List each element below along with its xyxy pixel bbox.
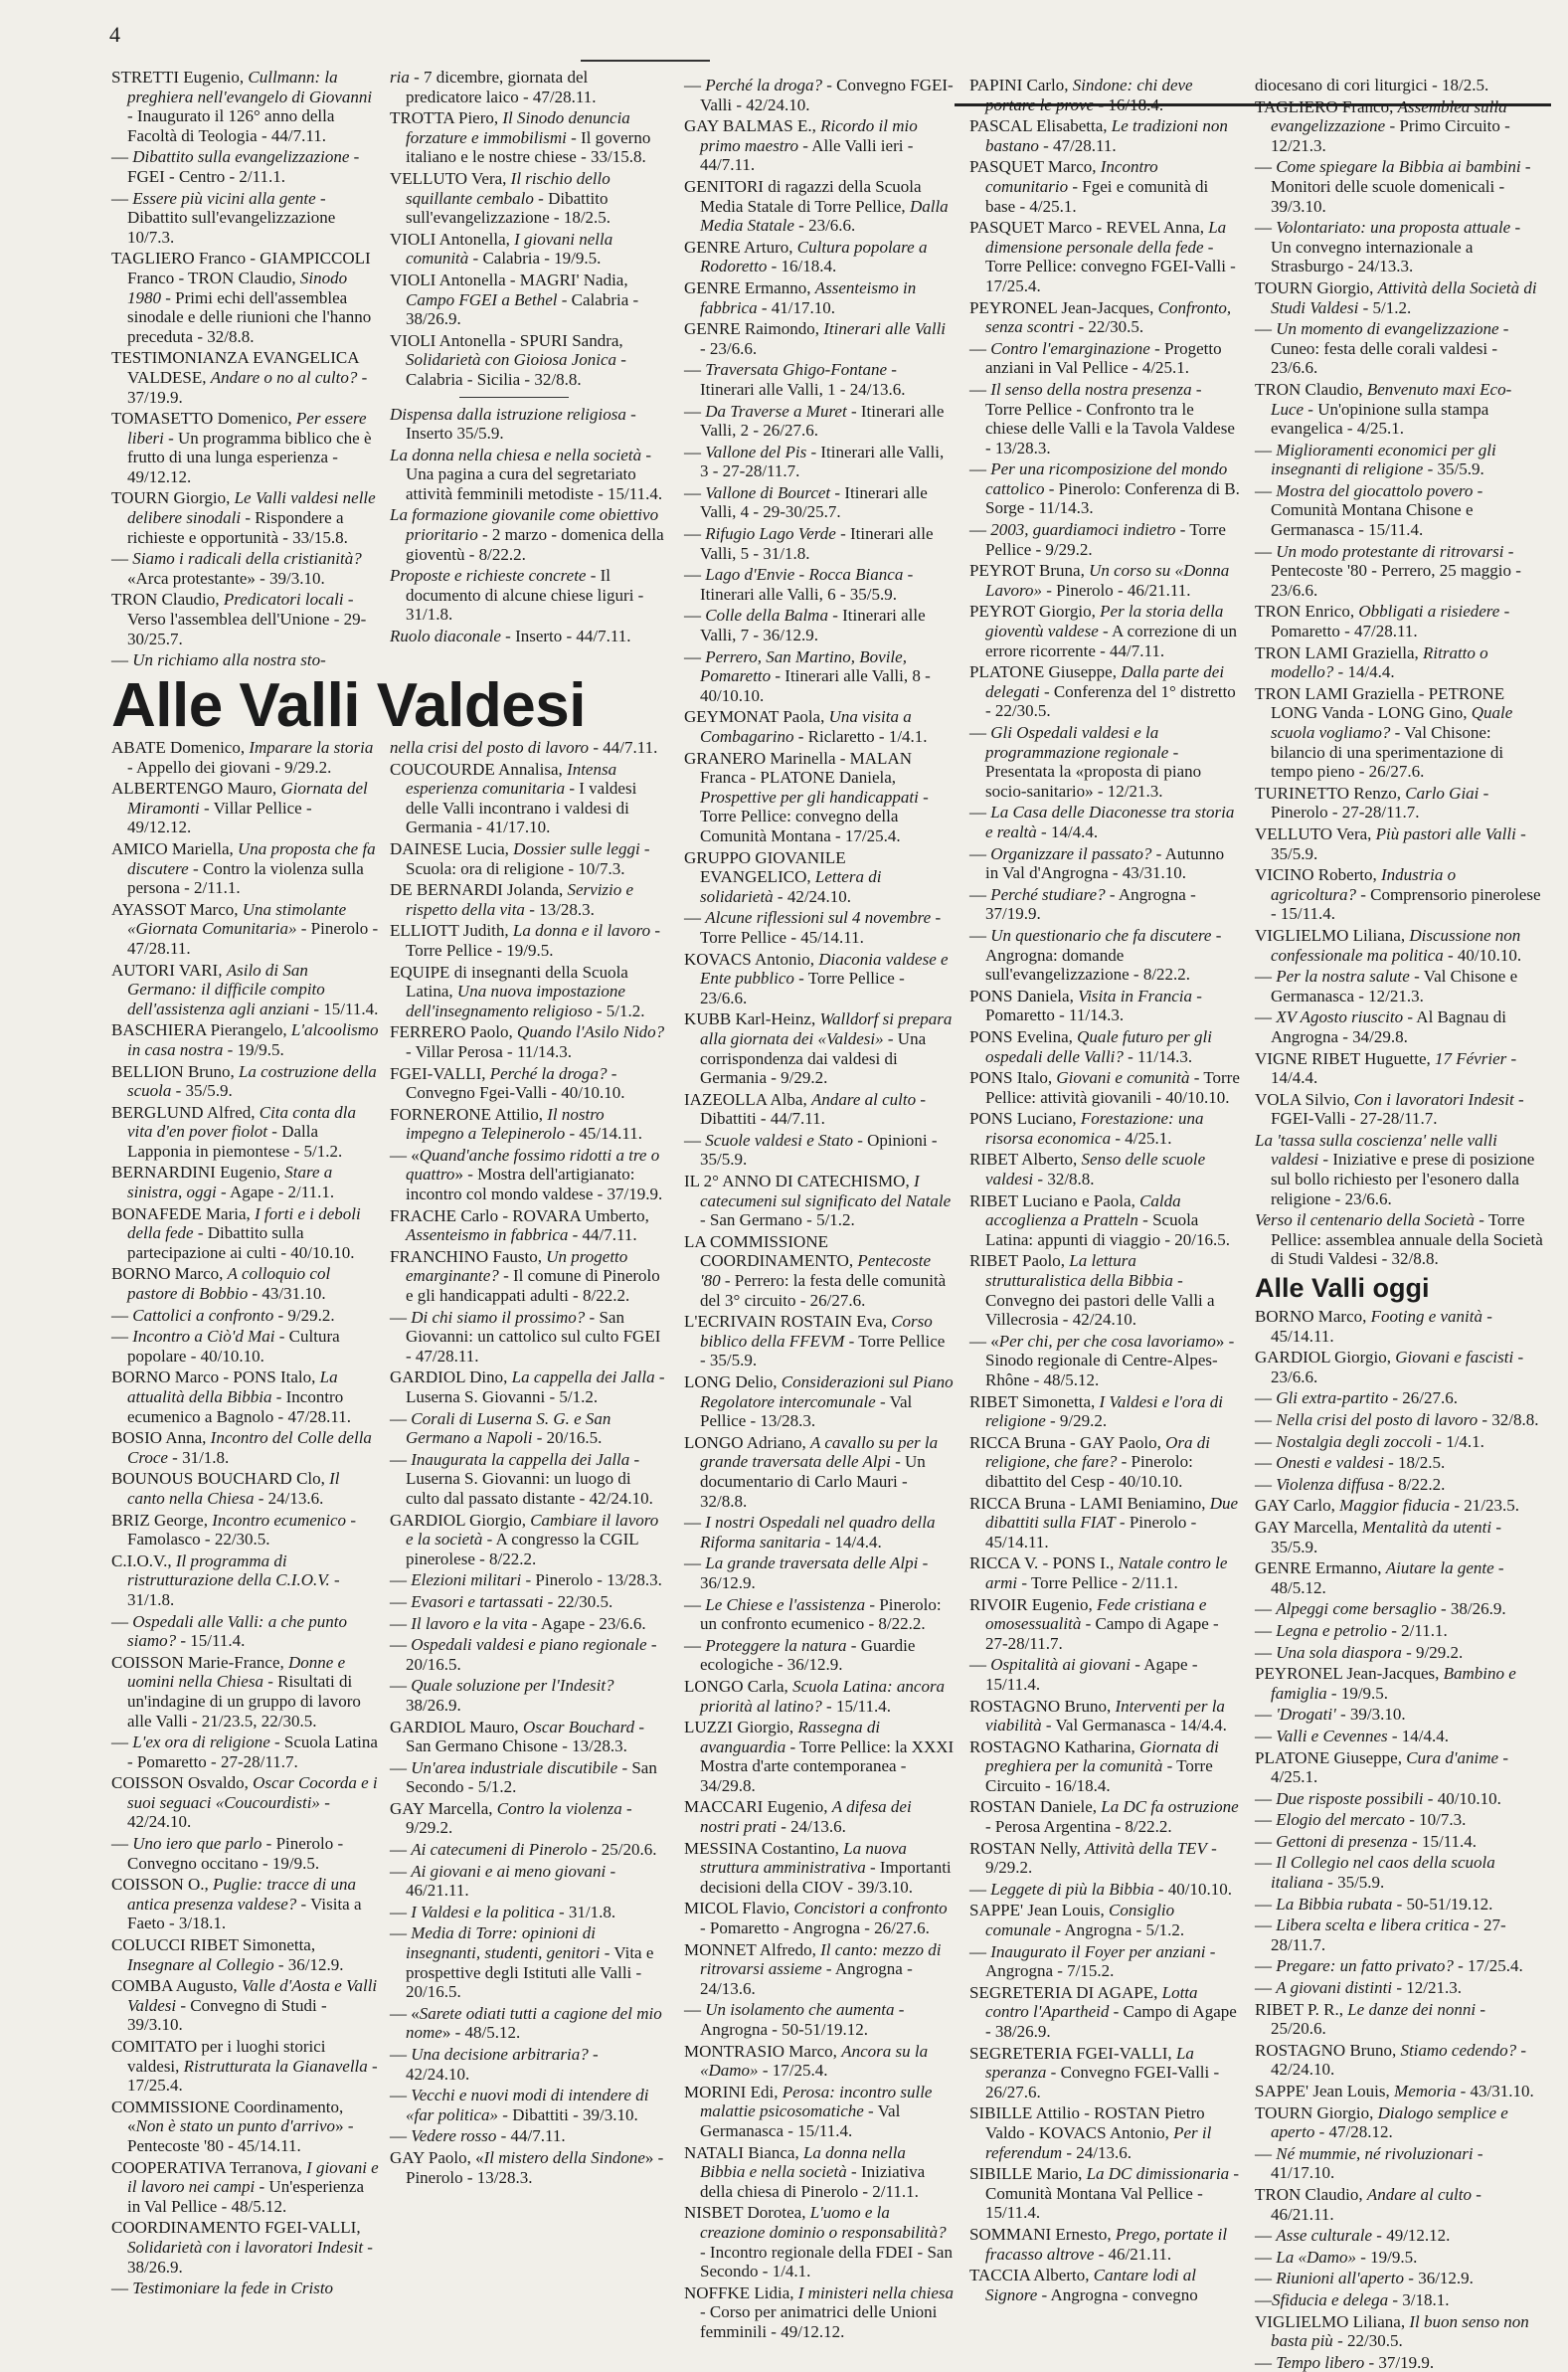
index-entry: BERGLUND Alfred, Cita conta dla vita d'en pover fiolot - Dalla Lapponia in piemontese - 5/1.2. [111,1102,357,1161]
index-entry: GENRE Arturo, Cultura popolare a Rodoretto - 16/18.4. [684,237,928,276]
index-entry: — Vedere rosso - 44/7.11. [390,2126,566,2146]
index-entry: — La grande traversata delle Alpi - 36/12.9. [684,1553,929,1592]
index-entry: ria - 7 dicembre, giornata del predicatore laico - 47/28.11. [390,68,597,106]
index-entry: GARDIOL Mauro, Oscar Bouchard - San Germano Chisone - 13/28.3. [390,1717,645,1756]
index-entry: VIOLI Antonella, I giovani nella comunità - Calabria - 19/9.5. [390,229,613,269]
index-entry: — Tempo libero - 37/19.9. [1255,2352,1435,2372]
section-headline: Alle Valli Valdesi [111,671,586,740]
index-entry: RIBET P. R., Le danze dei nonni - 25/20.6. [1255,1999,1486,2039]
index-entry: LONGO Adriano, A cavallo su per la grande traversata delle Alpi - Un documentario di Carlo Mauri - 32/8.8. [684,1432,939,1511]
index-entry: — Rifugio Lago Verde - Itinerari alle Valli, 5 - 31/1.8. [684,524,934,563]
index-entry: PASCAL Elisabetta, Le tradizioni non bastano - 47/28.11. [969,116,1228,155]
index-entry: LA COMMISSIONE COORDINAMENTO, Pentecoste '80 - Perrero: la festa delle comunità del 3° circuito - 26/27.6. [684,1231,947,1310]
index-entry: ROSTAN Nelly, Attività della TEV - 9/29.2. [969,1838,1217,1878]
index-entry: SAPPE' Jean Louis, Memoria - 43/31.10. [1255,2082,1534,2100]
index-entry: MICOL Flavio, Concistori a confronto - Pomaretto - Angrogna - 26/27.6. [684,1899,948,1938]
index-entry: VIGLIELMO Liliana, Il buon senso non basta più - 22/30.5. [1255,2311,1529,2351]
index-entry: PLATONE Giuseppe, Cura d'anime - 4/25.1. [1255,1747,1509,1787]
index-entry: — Perché la droga? - Convegno FGEI-Valli - 42/24.10. [684,76,954,114]
index-entry: — Violenza diffusa - 8/22.2. [1255,1474,1446,1494]
index-entry: COUCOURDE Annalisa, Intensa esperienza comunitaria - I valdesi delle Valli incontrano i valdesi di Germania - 41/17.10. [390,759,637,837]
index-entry: SAPPE' Jean Louis, Consiglio comunale - Angrogna - 5/1.2. [969,1901,1185,1940]
index-entry: TRON Claudio, Benvenuto maxi Eco-Luce - Un'opinione sulla stampa evangelica - 4/25.1. [1255,379,1512,439]
index-entry: RICCA Bruna - LAMI Beniamino, Due dibattiti sulla FIAT - Pinerolo - 45/14.11. [969,1493,1239,1551]
subsection-heading: Alle Valli oggi [1255,1273,1430,1304]
index-entry: IAZEOLLA Alba, Andare al culto - Dibattiti - 44/7.11. [684,1089,927,1129]
index-entry: VICINO Roberto, Industria o agricoltura? - Comprensorio pinerolese - 15/11.4. [1255,865,1541,924]
index-entry: — Il senso della nostra presenza - Torre Pellice - Confronto tra le chiese delle Valli e la Tavola Valdese - 13/28.3. [969,379,1235,457]
index-entry: nella crisi del posto di lavoro - 44/7.11. [390,738,658,757]
index-entry: BONAFEDE Maria, I forti e i deboli della fede - Dibattito sulla partecipazione ai culti - 40/10.10. [111,1203,361,1262]
index-entry: — Traversata Ghigo-Fontane - Itinerari alle Valli, 1 - 24/13.6. [684,360,906,399]
index-entry: — 'Drogati' - 39/3.10. [1255,1705,1406,1725]
index-entry: — La «Damo» - 19/9.5. [1255,2247,1418,2267]
index-entry: TOURN Giorgio, Attività della Società di Studi Valdesi - 5/1.2. [1255,277,1537,317]
index-entry: — Testimoniare la fede in Cristo [111,2279,334,2298]
index-entry: TROTTA Piero, Il Sinodo denuncia forzature e immobilismi - Il governo italiano e le nostre chiese - 33/15.8. [390,108,651,167]
index-entry: BORNO Marco - PONS Italo, La attualità della Bibbia - Incontro ecumenico a Bagnolo - 47/28.11. [111,1368,352,1426]
index-entry: — Vecchi e nuovi modi di intendere di «far politica» - Dibattiti - 39/3.10. [390,2086,649,2124]
index-entry: VIGNE RIBET Huguette, 17 Février - 14/4.4. [1255,1048,1517,1088]
index-entry: VIOLI Antonella - MAGRI' Nadia, Campo FGEI a Bethel - Calabria - 38/26.9. [390,270,639,329]
index-entry: NATALI Bianca, La donna nella Bibbia e nella società - Iniziativa della chiesa di Pinerolo - 2/11.1. [684,2142,926,2201]
separator-rule [459,397,569,398]
index-entry: — La Bibbia rubata - 50-51/19.12. [1255,1894,1493,1914]
index-entry: — Valli e Cevennes - 14/4.4. [1255,1726,1449,1745]
index-entry: — Pregare: un fatto privato? - 17/25.4. [1255,1956,1523,1976]
index-entry: — Alpeggi come bersaglio - 38/26.9. [1255,1599,1506,1619]
index-entry: TURINETTO Renzo, Carlo Giai - Pinerolo - 27-28/11.7. [1255,783,1489,822]
index-entry: — Volontariato: una proposta attuale - Un convegno internazionale a Strasburgo - 24/13.3. [1255,218,1521,276]
index-entry: — Alcune riflessioni sul 4 novembre - Torre Pellice - 45/14.11. [684,908,942,947]
index-entry: — Uno iero que parlo - Pinerolo - Convegno occitano - 19/9.5. [111,1834,344,1873]
index-entry: — Le Chiese e l'assistenza - Pinerolo: un confronto ecumenico - 8/22.2. [684,1594,942,1634]
index-entry: RIBET Simonetta, I Valdesi e l'ora di religione - 9/29.2. [969,1391,1224,1431]
index-entry: TRON Enrico, Obbligati a risiedere - Pomaretto - 47/28.11. [1255,602,1510,641]
index-entry: Dispensa dalla istruzione religiosa - Inserto 35/5.9. [390,404,636,444]
index-entry: —Sfiducia e delega - 3/18.1. [1255,2289,1450,2309]
index-entry: PLATONE Giuseppe, Dalla parte dei delegati - Conferenza del 1° distretto - 22/30.5. [969,662,1236,721]
index-entry: PONS Italo, Giovani e comunità - Torre Pellice: attività giovanili - 40/10.10. [969,1068,1240,1107]
index-entry: — Ospedali alle Valli: a che punto siamo? - 15/11.4. [111,1611,348,1651]
index-entry: ROSTAN Daniele, La DC fa ostruzione - Perosa Argentina - 8/22.2. [969,1797,1239,1837]
index-entry: — Due risposte possibili - 40/10.10. [1255,1788,1501,1808]
index-entry: COISSON O., Puglie: tracce di una antica presenza valdese? - Visita a Faeto - 3/18.1. [111,1875,362,1933]
index-entry: MESSINA Costantino, La nuova struttura amministrativa - Importanti decisioni della CIOV - 39/3.10. [684,1838,952,1897]
index-entry: COISSON Marie-France, Donne e uomini nella Chiesa - Risultati di un'indagine di un gruppo di lavoro alle Valli - 21/23.5, 22/30.5. [111,1652,361,1731]
index-entry: VIGLIELMO Liliana, Discussione non confessionale ma politica - 40/10.10. [1255,925,1522,965]
index-entry: — Di chi siamo il prossimo? - San Giovanni: un cattolico sul culto FGEI - 47/28.11. [390,1307,661,1366]
index-entry: — Perrero, San Martino, Bovile, Pomaretto - Itinerari alle Valli, 8 - 40/10.10. [684,646,931,705]
index-entry: RIBET Paolo, La lettura strutturalistica della Bibbia - Convegno dei pastori delle Valli a Villecrosia - 42/24.10. [969,1251,1215,1330]
index-entry: TRON LAMI Graziella, Ritratto o modello? - 14/4.4. [1255,642,1488,682]
index-entry: BRIZ George, Incontro ecumenico - Famolasco - 22/30.5. [111,1510,356,1550]
index-entry: — Ospitalità ai giovani - Agape - 15/11.4. [969,1655,1198,1694]
index-entry: — Elogio del mercato - 10/7.3. [1255,1810,1467,1830]
column-4 [969,76,1240,2333]
index-entry: — Essere più vicini alla gente - Dibattito sull'evangelizzazione 10/7.3. [111,188,336,247]
index-entry: GENRE Ermanno, Aiutare la gente - 48/5.12. [1255,1558,1504,1597]
index-entry: diocesano di cori liturgici - 18/2.5. [1255,76,1489,94]
index-entry: — Inaugurato il Foyer per anziani - Angrogna - 7/15.2. [969,1941,1216,1981]
index-entry: TRON Claudio, Predicatori locali - Verso l'assemblea dell'Unione - 29-30/25.7. [111,590,367,648]
index-entry: AUTORI VARI, Asilo di San Germano: il difficile compito dell'assistenza agli anziani - 15/11.4. [111,960,379,1018]
index-entry: — Un'area industriale discutibile - San Secondo - 5/1.2. [390,1757,657,1797]
index-entry: La formazione giovanile come obiettivo prioritario - 2 marzo - domenica della gioventù - 8/22.2. [390,505,664,564]
index-entry: BORNO Marco, A colloquio col pastore di Bobbio - 43/31.10. [111,1264,331,1304]
index-entry: GENRE Ermanno, Assenteismo in fabbrica - 41/17.10. [684,277,917,317]
index-entry: COOPERATIVA Terranova, I giovani e il lavoro nei campi - Un'esperienza in Val Pellice - 48/5.12. [111,2157,379,2216]
index-entry: — Cattolici a confronto - 9/29.2. [111,1305,335,1325]
index-entry: — Una decisione arbitraria? - 42/24.10. [390,2045,599,2084]
index-entry: — Per una ricomposizione del mondo cattolico - Pinerolo: Conferenza di B. Sorge - 11/14.3. [969,459,1240,518]
column-2-top [390,68,666,664]
index-entry: — Gli Ospedali valdesi e la programmazione regionale - Presentata la «proposta di piano socio-sanitario» - 12/21.3. [969,723,1202,801]
index-entry: MONTRASIO Marco, Ancora su la «Damo» - 17/25.4. [684,2041,929,2081]
index-entry: VELLUTO Vera, Più pastori alle Valli - 35/5.9. [1255,823,1526,863]
index-entry: — Né mummie, né rivoluzionari - 41/17.10. [1255,2143,1483,2183]
index-entry: — 2003, guardiamoci indietro - Torre Pellice - 9/29.2. [969,520,1226,559]
index-entry: GARDIOL Giorgio, Cambiare il lavoro e la società - A congresso la CGIL pinerolese - 8/22.2. [390,1510,659,1568]
index-entry: — Onesti e valdesi - 18/2.5. [1255,1453,1446,1473]
index-entry: FERRERO Paolo, Quando l'Asilo Nido? - Villar Perosa - 11/14.3. [390,1022,665,1061]
index-entry: — Leggete di più la Bibbia - 40/10.10. [969,1879,1232,1899]
index-entry: GENRE Raimondo, Itinerari alle Valli - 23/6.6. [684,319,947,358]
index-entry: KUBB Karl-Heinz, Walldorf si prepara alla giornata dei «Valdesi» - Una corrispondenza dai valdesi di Germania - 9/29.2. [684,1009,953,1088]
index-entry: — Ai giovani e ai meno giovani - 46/21.11. [390,1861,616,1901]
index-entry: — Un richiamo alla nostra sto- [111,650,326,670]
index-entry: — Asse culturale - 49/12.12. [1255,2226,1451,2246]
index-entry: — Da Traverse a Muret - Itinerari alle Valli, 2 - 26/27.6. [684,401,945,441]
index-entry: Proposte e richieste concrete - Il documento di alcune chiese liguri - 31/1.8. [390,566,644,625]
header-short-rule [581,60,710,62]
index-entry: BOSIO Anna, Incontro del Colle della Croce - 31/1.8. [111,1428,372,1467]
index-entry: — Siamo i radicali della cristianità? «Arca protestante» - 39/3.10. [111,549,362,588]
index-entry: — Per la nostra salute - Val Chisone e Germanasca - 12/21.3. [1255,967,1518,1005]
index-entry: TOMASETTO Domenico, Per essere liberi - Un programma biblico che è frutto di una lunga esperienza - 49/12.12. [111,409,372,486]
index-entry: FRACHE Carlo - ROVARA Umberto, Assenteismo in fabbrica - 44/7.11. [390,1205,649,1245]
index-entry: — Evasori e tartassati - 22/30.5. [390,1591,613,1611]
index-entry: BERNARDINI Eugenio, Stare a sinistra, oggi - Agape - 2/11.1. [111,1163,335,1202]
index-entry: FGEI-VALLI, Perché la droga? - Convegno Fgei-Valli - 40/10.10. [390,1063,625,1103]
column-2-bottom [390,738,666,2329]
index-entry: — Gettoni di presenza - 15/11.4. [1255,1831,1478,1851]
index-entry: GARDIOL Giorgio, Giovani e fascisti - 23/6.6. [1255,1348,1524,1386]
index-entry: ALBERTENGO Mauro, Giornata del Miramonti - Villar Pellice - 49/12.12. [111,779,368,837]
index-entry: PAPINI Carlo, Sindone: chi deve portare le prove - 16/18.4. [969,76,1193,114]
index-entry: TOURN Giorgio, Le Valli valdesi nelle delibere sinodali - Rispondere a richieste e opportunità - 33/15.8. [111,488,376,547]
index-entry: — Vallone del Pis - Itinerari alle Valli, 3 - 27-28/11.7. [684,442,945,481]
index-entry: STRETTI Eugenio, Cullmann: la preghiera nell'evangelo di Giovanni - Inaugurato il 126° anno della Facoltà di Teologia - 44/7.11. [111,68,373,145]
index-entry: C.I.O.V., Il programma di ristrutturazione della C.I.O.V. - 31/1.8. [111,1551,340,1609]
index-entry: MACCARI Eugenio, A difesa dei nostri prati - 24/13.6. [684,1797,912,1837]
index-entry: — Media di Torre: opinioni di insegnanti, studenti, genitori - Vita e prospettive degli Istituti alle Valli - 20/16.5. [390,1923,654,2002]
index-entry: GAY Carlo, Maggior fiducia - 21/23.5. [1255,1496,1520,1516]
index-entry: RIVOIR Eugenio, Fede cristiana e omosessualità - Campo di Agape - 27-28/11.7. [969,1594,1219,1653]
index-entry: PASQUET Marco - REVEL Anna, La dimensione personale della fede - Torre Pellice: convegno FGEI-Valli - 17/25.4. [969,218,1236,295]
index-entry: NOFFKE Lidia, I ministeri nella chiesa - Corso per animatrici delle Unioni femminili - 49/12.12. [684,2282,955,2341]
index-entry: — Vallone di Bourcet - Itinerari alle Valli, 4 - 29-30/25.7. [684,482,928,522]
index-entry: — Una sola diaspora - 9/29.2. [1255,1642,1464,1662]
index-entry: TRON LAMI Graziella - PETRONE LONG Vanda - LONG Gino, Quale scuola vogliamo? - Val Chisone: bilancio di una sperimentazione di tempo pieno - 26/27.6. [1255,683,1513,782]
index-entry: — Legna e petrolio - 2/11.1. [1255,1620,1448,1640]
index-entry: — Dibattito sulla evangelizzazione - FGEI - Centro - 2/11.1. [111,147,360,186]
index-entry: GRUPPO GIOVANILE EVANGELICO, Lettera di solidarietà - 42/24.10. [684,847,882,906]
column-1-bottom [111,738,380,2329]
index-entry: La 'tassa sulla coscienza' nelle valli valdesi - Iniziative e prese di posizione sul bollo richiesto per l'esonero dalla religione - 23/6.6. [1255,1130,1535,1208]
index-entry: GAY Paolo, «Il mistero della Sindone» - Pinerolo - 13/28.3. [390,2147,664,2187]
index-entry: COMITATO per i luoghi storici valdesi, Ristrutturata la Gianavella - 17/25.4. [111,2037,378,2096]
index-entry: — Il Collegio nel caos della scuola italiana - 35/5.9. [1255,1853,1495,1893]
index-entry: — La Casa delle Diaconesse tra storia e realtà - 14/4.4. [969,803,1235,841]
index-entry: — Un momento di evangelizzazione - Cuneo: festa delle corali valdesi - 23/6.6. [1255,319,1509,378]
index-entry: ABATE Domenico, Imparare la storia - Appello dei giovani - 9/29.2. [111,738,374,777]
index-entry: PEYRONEL Jean-Jacques, Bambino e famiglia - 19/9.5. [1255,1664,1516,1703]
index-entry: TAGLIERO Franco, Assemblea sulla evangelizzazione - Primo Circuito - 12/21.3. [1255,96,1510,155]
index-entry: — Come spiegare la Bibbia ai bambini - Monitori delle scuole domenicali - 39/3.10. [1255,157,1531,216]
index-entry: — Gli extra-partito - 26/27.6. [1255,1388,1458,1408]
index-entry: VIOLI Antonella - SPURI Sandra, Solidarietà con Gioiosa Jonica - Calabria - Sicilia - 32/8.8. [390,330,626,389]
index-entry: — Mostra del giocattolo povero - Comunità Montana Chisone e Germanasca - 15/11.4. [1255,480,1483,540]
index-entry: GAY Marcella, Contro la violenza - 9/29.2. [390,1798,632,1838]
index-entry: COLUCCI RIBET Simonetta, Insegnare al Collegio - 36/12.9. [111,1935,344,1974]
index-entry: GAY Marcella, Mentalità da utenti - 35/5.9. [1255,1517,1502,1556]
index-entry: PEYROT Giorgio, Per la storia della gioventù valdese - A correzione di un errore ricorrente - 44/7.11. [969,602,1238,660]
index-entry: RICCA Bruna - GAY Paolo, Ora di religione, che fare? - Pinerolo: dibattito del Cesp - 40/10.10. [969,1432,1210,1491]
index-entry: BASCHIERA Pierangelo, L'alcoolismo in casa nostra - 19/9.5. [111,1020,379,1059]
index-entry: — Scuole valdesi e Stato - Opinioni - 35/5.9. [684,1130,938,1170]
index-entry: PONS Luciano, Forestazione: una risorsa economica - 4/25.1. [969,1109,1204,1148]
index-entry: Verso il centenario della Società - Torre Pellice: assemblea annuale della Società di Studi Valdesi - 32/8.8. [1255,1210,1543,1269]
index-entry: — «Per chi, per che cosa lavoriamo» - Sinodo regionale di Centre-Alpes-Rhône - 48/5.12. [969,1331,1235,1389]
index-entry: — Il lavoro e la vita - Agape - 23/6.6. [390,1613,646,1633]
index-entry: — Ai catecumeni di Pinerolo - 25/20.6. [390,1840,657,1860]
index-entry: GARDIOL Dino, La cappella dei Jalla - Luserna S. Giovanni - 5/1.2. [390,1368,665,1406]
index-entry: GAY BALMAS E., Ricordo il mio primo maestro - Alle Valli ieri - 44/7.11. [684,116,918,175]
index-entry: COORDINAMENTO FGEI-VALLI, Solidarietà con i lavoratori Indesit - 38/26.9. [111,2218,373,2277]
index-entry: Ruolo diaconale - Inserto - 44/7.11. [390,627,631,646]
index-entry: GRANERO Marinella - MALAN Franca - PLATONE Daniela, Prospettive per gli handicappati - Torre Pellice: convegno della Comunità Montana - 17/25.4. [684,748,929,845]
index-entry: — «Quand'anche fossimo ridotti a tre o quattro» - Mostra dell'artigianato: incontro col mondo valdese - 37/19.9. [390,1145,663,1204]
index-entry: PONS Daniela, Visita in Francia - Pomaretto - 11/14.3. [969,986,1202,1025]
index-entry: FORNERONE Attilio, Il nostro impegno a Telepinerolo - 45/14.11. [390,1104,642,1144]
index-entry: AMICO Mariella, Una proposta che fa discutere - Contro la violenza sulla persona - 2/11.1. [111,838,376,898]
index-entry: ELLIOTT Judith, La donna e il lavoro - Torre Pellice - 19/9.5. [390,921,660,960]
index-entry: COMBA Augusto, Valle d'Aosta e Valli Valdesi - Convegno di Studi - 39/3.10. [111,1976,378,2035]
index-entry: PASQUET Marco, Incontro comunitario - Fgei e comunità di base - 4/25.1. [969,157,1209,216]
index-entry: — L'ex ora di religione - Scuola Latina - Pomaretto - 27-28/11.7. [111,1733,378,1771]
index-entry: DAINESE Lucia, Dossier sulle leggi - Scuola: ora di religione - 10/7.3. [390,838,650,878]
index-entry: — XV Agosto riuscito - Al Bagnau di Angrogna - 34/29.8. [1255,1007,1506,1046]
index-entry: — Contro l'emarginazione - Progetto anziani in Val Pellice - 4/25.1. [969,338,1222,378]
index-entry: TOURN Giorgio, Dialogo semplice e aperto - 47/28.12. [1255,2102,1508,2142]
index-entry: FRANCHINO Fausto, Un progetto emarginante? - Il comune di Pinerolo e gli handicappati adulti - 8/22.2. [390,1246,660,1306]
index-entry: — A giovani distinti - 12/21.3. [1255,1978,1462,1998]
index-entry: — I nostri Ospedali nel quadro della Riforma sanitaria - 14/4.4. [684,1513,936,1551]
index-entry: — Colle della Balma - Itinerari alle Valli, 7 - 36/12.9. [684,606,926,645]
index-entry: — Organizzare il passato? - Autunno in Val d'Angrogna - 43/31.10. [969,843,1225,883]
index-entry: SIBILLE Mario, La DC dimissionaria - Comunità Montana Val Pellice - 15/11.4. [969,2164,1240,2223]
index-entry: — Un modo protestante di ritrovarsi - Pentecoste '80 - Perrero, 25 maggio - 23/6.6. [1255,541,1521,600]
index-entry: RIBET Alberto, Senso delle scuole valdesi - 32/8.8. [969,1150,1206,1189]
index-entry: TAGLIERO Franco - GIAMPICCOLI Franco - TRON Claudio, Sinodo 1980 - Primi echi dell'assemblea sinodale e delle riunioni che l'hanno preceduta - 32/8.8. [111,249,372,346]
index-entry: DE BERNARDI Jolanda, Servizio e rispetto della vita - 13/28.3. [390,880,634,919]
index-entry: TACCIA Alberto, Cantare lodi al Signore - Angrogna - convegno [969,2266,1198,2304]
index-entry: PEYRONEL Jean-Jacques, Confronto, senza scontri - 22/30.5. [969,297,1232,337]
index-entry: LONGO Carla, Scuola Latina: ancora priorità al latino? - 15/11.4. [684,1676,946,1716]
index-entry: ROSTAGNO Bruno, Stiamo cedendo? - 42/24.10. [1255,2040,1526,2080]
index-entry: — Riunioni all'aperto - 36/12.9. [1255,2269,1474,2288]
index-entry: AYASSOT Marco, Una stimolante «Giornata Comunitaria» - Pinerolo - 47/28.11. [111,899,379,958]
index-entry: — Elezioni militari - Pinerolo - 13/28.3. [390,1570,662,1590]
index-entry: RICCA V. - PONS I., Natale contro le armi - Torre Pellice - 2/11.1. [969,1553,1228,1592]
index-entry: EQUIPE di insegnanti della Scuola Latina, Una nuova impostazione dell'insegnamento religioso - 5/1.2. [390,962,645,1020]
index-entry: NISBET Dorotea, L'uomo e la creazione dominio o responsabilità? - Incontro regionale della FDEI - San Secondo - 1/4.1. [684,2203,953,2281]
index-entry: COMMISSIONE Coordinamento, «Non è stato un punto d'arrivo» - Pentecoste '80 - 45/14.11. [111,2097,354,2155]
index-entry: BELLION Bruno, La costruzione della scuola - 35/5.9. [111,1061,377,1101]
index-entry: — Ospedali valdesi e piano regionale - 20/16.5. [390,1635,657,1674]
index-entry: TRON Claudio, Andare al culto - 46/21.11. [1255,2184,1481,2224]
index-entry: SIBILLE Attilio - ROSTAN Pietro Valdo - KOVACS Antonio, Per il referendum - 24/13.6. [969,2103,1212,2162]
index-entry: — Incontro a Ciò'd Mai - Cultura popolare - 40/10.10. [111,1327,340,1366]
index-entry: — Quale soluzione per l'Indesit? 38/26.9. [390,1676,614,1715]
index-entry: — Miglioramenti economici per gli insegnanti di religione - 35/5.9. [1255,440,1496,479]
index-entry: BOUNOUS BOUCHARD Clo, Il canto nella Chiesa - 24/13.6. [111,1469,340,1508]
index-entry: SEGRETERIA DI AGAPE, Lotta contro l'Apartheid - Campo di Agape - 38/26.9. [969,1982,1237,2041]
index-entry: GEYMONAT Paola, Una visita a Combagarino - Riclaretto - 1/4.1. [684,707,928,746]
index-entry: BORNO Marco, Footing e vanità - 45/14.11. [1255,1307,1492,1346]
index-entry: SOMMANI Ernesto, Prego, portate il fracasso altrove - 46/21.11. [969,2224,1228,2264]
index-entry: LONG Delio, Considerazioni sul Piano Regolatore intercomunale - Val Pellice - 13/28.3. [684,1372,954,1431]
index-entry: ROSTAGNO Bruno, Interventi per la viabilità - Val Germanasca - 14/4.4. [969,1696,1227,1735]
index-entry: KOVACS Antonio, Diaconia valdese e Ente pubblico - Torre Pellice - 23/6.6. [684,949,949,1007]
index-entry: PEYROT Bruna, Un corso su «Donna Lavoro» - Pinerolo - 46/21.11. [969,561,1230,600]
index-entry: — «Sarete odiati tutti a cagione del mio nome» - 48/5.12. [390,2003,662,2043]
index-entry: PONS Evelina, Quale futuro per gli ospedali delle Valli? - 11/14.3. [969,1026,1212,1066]
column-5 [1255,76,1543,2372]
index-entry: — Libera scelta e libera critica - 27-28/11.7. [1255,1916,1506,1954]
index-entry: TESTIMONIANZA EVANGELICA VALDESE, Andare o no al culto? - 37/19.9. [111,348,368,407]
index-entry: — Corali di Luserna S. G. e San Germano a Napoli - 20/16.5. [390,1408,611,1448]
index-entry: COISSON Osvaldo, Oscar Cocorda e i suoi seguaci «Coucourdisti» - 42/24.10. [111,1773,378,1832]
index-entry: — Un isolamento che aumenta - Angrogna - 50-51/19.12. [684,2000,905,2039]
index-entry: IL 2° ANNO DI CATECHISMO, I catecumeni sul significato del Natale - San Germano - 5/1.2. [684,1172,952,1230]
index-entry: La donna nella chiesa e nella società - Una pagina a cura del segretariato attività femminili metodiste - 15/11.4. [390,445,663,503]
index-entry: L'ECRIVAIN ROSTAIN Eva, Corso biblico della FFEVM - Torre Pellice - 35/5.9. [684,1312,946,1370]
index-entry: — Perché studiare? - Angrogna - 37/19.9. [969,884,1196,924]
index-entry: SEGRETERIA FGEI-VALLI, La speranza - Convegno FGEI-Valli - 26/27.6. [969,2043,1220,2101]
index-entry: MORINI Edi, Perosa: incontro sulle malattie psicosomatiche - Val Germanasca - 15/11.4. [684,2082,933,2140]
index-entry: — Nostalgia degli zoccoli - 1/4.1. [1255,1431,1484,1451]
index-entry: LUZZI Giorgio, Rassegna di avanguardia - Torre Pellice: la XXXI Mostra d'arte contemporanea - 34/29.8. [684,1718,955,1795]
index-entry: — I Valdesi e la politica - 31/1.8. [390,1902,616,1921]
index-entry: — Inaugurata la cappella dei Jalla - Luserna S. Giovanni: un luogo di culto dal passato distante - 42/24.10. [390,1449,653,1508]
index-entry: — Nella crisi del posto di lavoro - 32/8.8. [1255,1410,1539,1429]
index-entry: RIBET Luciano e Paola, Calda accoglienza a Pratteln - Scuola Latina: appunti di viaggio - 20/16.5. [969,1190,1230,1249]
index-entry: — Un questionario che fa discutere - Angrogna: domande sull'evangelizzazione - 8/22.2. [969,925,1222,985]
index-entry: — Lago d'Envie - Rocca Bianca - Itinerari alle Valli, 6 - 35/5.9. [684,565,914,604]
column-1-top [111,68,380,670]
page-number: 4 [109,22,120,47]
index-entry: VOLA Silvio, Con i lavoratori Indesit - FGEI-Valli - 27-28/11.7. [1255,1089,1524,1129]
column-3 [684,76,955,2341]
index-entry: MONNET Alfredo, Il canto: mezzo di ritrovarsi assieme - Angrogna - 24/13.6. [684,1939,942,1998]
index-entry: ROSTAGNO Katharina, Giornata di preghiera per la comunità - Torre Circuito - 16/18.4. [969,1736,1219,1795]
index-entry: — Proteggere la natura - Guardie ecologiche - 36/12.9. [684,1635,916,1675]
index-entry: VELLUTO Vera, Il rischio dello squillante cembalo - Dibattito sull'evangelizzazione - 18/2.5. [390,168,611,228]
index-entry: GENITORI di ragazzi della Scuola Media Statale di Torre Pellice, Dalla Media Statale - 23/6.6. [684,176,949,236]
